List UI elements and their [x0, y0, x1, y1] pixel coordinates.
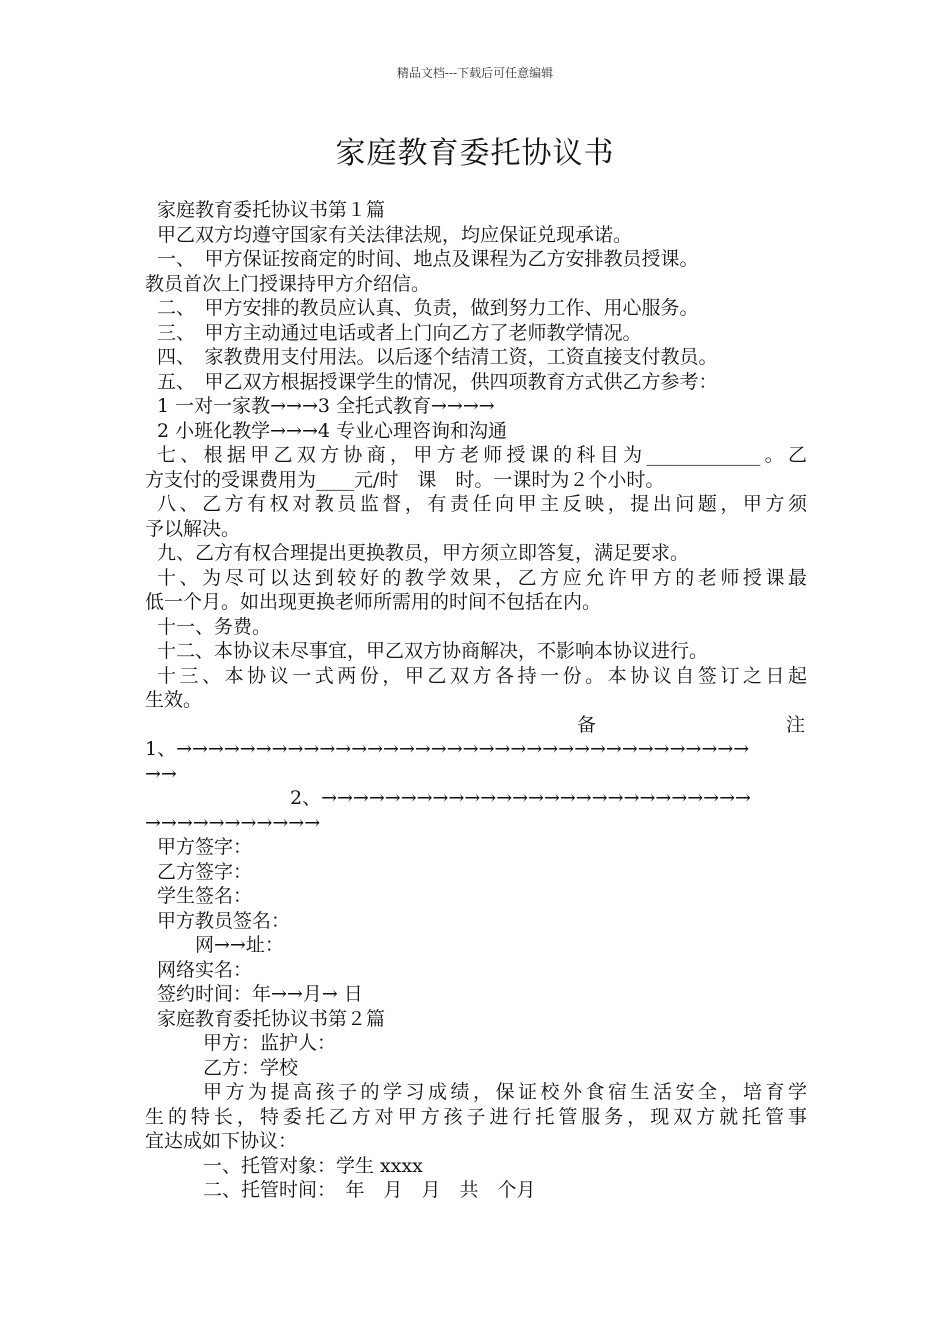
- text-line: 甲方教员签名：: [157, 909, 291, 932]
- text-line: 生的特长，特委托乙方对甲方孩子进行托管服务，现双方就托管事: [145, 1105, 807, 1128]
- text-line: 生效。: [145, 689, 203, 711]
- text-line: →→: [145, 762, 177, 785]
- text-line: 甲方为提高孩子的学习成绩，保证校外食宿生活安全，培育学: [203, 1081, 807, 1103]
- text-line: 1、→→→→→→→→→→→→→→→→→→→→→→→→→→→→→→→→→→→→: [145, 738, 750, 760]
- text-line: 四、 家教费用支付用法。以后逐个结清工资，工资直接支付教员。: [157, 346, 718, 368]
- text-line: 八、乙方有权对教员监督，有责任向甲主反映，提出问题，甲方须: [157, 493, 807, 515]
- text-line: 十一、务费。: [157, 615, 272, 638]
- text-line: 十二、本协议未尽事宜，甲乙双方协商解决，不影响本协议进行。: [157, 640, 709, 662]
- text-line: 方支付的受课费用为____元/时 课 时。一课时为２个小时。: [145, 468, 665, 491]
- text-line: 宜达成如下协议：: [145, 1130, 298, 1152]
- text-line: 二、 甲方安排的教员应认真、负责，做到努力工作、用心服务。: [157, 297, 699, 319]
- text-line: 网→→址：: [157, 934, 284, 956]
- text-line: 2 小班化教学→→→4 专业心理咨询和沟通: [157, 419, 508, 442]
- text-line: 二、托管时间： 年 月 月 共 个月: [203, 1179, 536, 1201]
- text-line: 十三、本协议一式两份，甲乙双方各持一份。本协议自签订之日起: [157, 664, 807, 687]
- text-line: 甲方签字：: [157, 836, 253, 858]
- text-line: 乙方签字：: [157, 860, 253, 883]
- text-line: 1 一对一家教→→→3 全托式教育→→→→: [157, 395, 495, 417]
- text-line: →→→→→→→→→→→: [145, 811, 321, 834]
- page-header: 精品文档---下载后可任意编辑: [396, 66, 554, 80]
- text-line: 予以解决。: [145, 517, 241, 540]
- text-line: 三、 甲方主动通过电话或者上门向乙方了老师教学情况。: [157, 321, 642, 344]
- text-line: 七、根据甲乙双方协商，甲方老师授课的科目为____________。乙: [157, 444, 807, 466]
- text-line: 学生签名：: [157, 885, 253, 907]
- text-line: 2、→→→→→→→→→→→→→→→→→→→→→→→→→→→: [290, 787, 751, 809]
- text-line: 低一个月。如出现更换老师所需用的时间不包括在内。: [145, 591, 602, 613]
- document-body: [145, 198, 807, 1203]
- text-line: 一、 甲方保证按商定的时间、地点及课程为乙方安排教员授课。: [157, 248, 699, 270]
- text-line: 签约时间：年→→月→ 日: [157, 983, 363, 1005]
- text-line: 甲方：监护人：: [203, 1032, 337, 1054]
- text-line: 家庭教育委托协议书第２篇: [157, 1007, 386, 1030]
- text-line: 五、 甲乙双方根据授课学生的情况，供四项教育方式供乙方参考：: [157, 370, 718, 393]
- text-line: 一、托管对象：学生 xxxx: [203, 1154, 423, 1177]
- text-line: 九、乙方有权合理提出更换教员，甲方须立即答复，满足要求。: [157, 542, 690, 564]
- document-title: 家庭教育委托协议书: [335, 136, 615, 171]
- text-line: 备 注: [576, 713, 805, 736]
- text-line: 网络实名：: [157, 958, 253, 981]
- text-line: 甲乙双方均遵守国家有关法律法规，均应保证兑现承诺。: [157, 223, 633, 246]
- text-line: 家庭教育委托协议书第１篇: [157, 199, 386, 221]
- text-line: 教员首次上门授课持甲方介绍信。: [145, 272, 431, 295]
- text-line: 十、为尽可以达到较好的教学效果，乙方应允许甲方的老师授课最: [157, 566, 807, 589]
- text-line: 乙方：学校: [203, 1056, 299, 1079]
